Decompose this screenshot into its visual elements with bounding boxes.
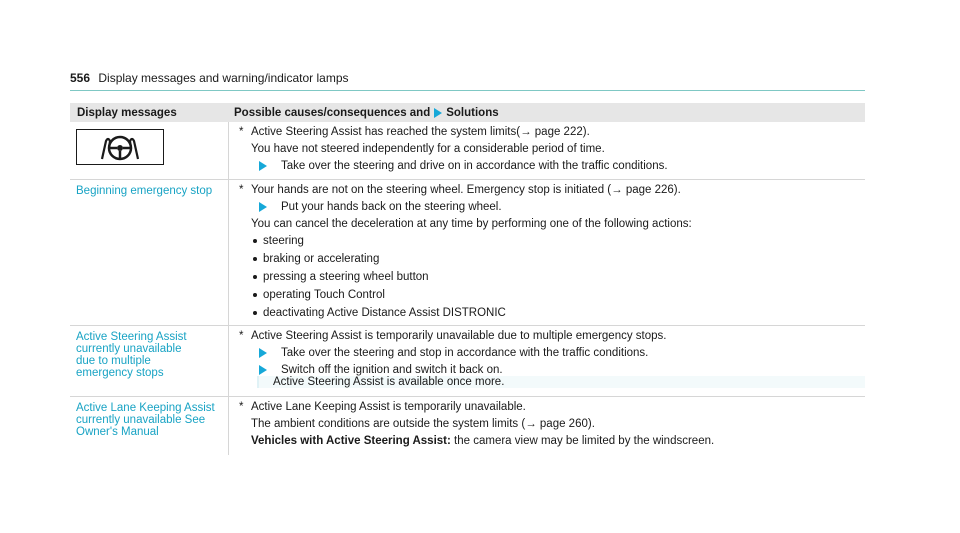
action-text: Take over the steering and drive on in accordance with the traffic conditions. [281,160,668,172]
footnote-star: * [239,126,244,138]
result-text: Active Steering Assist is available once more. [257,376,865,388]
causes-cell [228,397,865,455]
footnote-star: * [239,184,244,196]
cause-text: Active Steering Assist has reached the system limits(→ page 222). [251,126,590,138]
causes-cell [228,122,865,179]
table-header [70,103,865,122]
header-display-messages: Display messages [77,106,177,119]
cause-line [239,330,865,342]
table-row [70,397,865,455]
play-arrow-icon [259,348,267,358]
action-step [239,201,865,213]
play-arrow-icon [434,108,442,118]
action-step [239,347,865,359]
cause-line [239,401,865,413]
list-item: braking or accelerating [239,253,865,265]
cause-line [239,435,865,447]
header-causes [228,107,865,119]
action-step [239,160,865,172]
table-row [70,122,865,180]
list-item: operating Touch Control [239,289,865,301]
message-cell [70,122,228,179]
header-rule [70,90,865,91]
message-cell: Active Steering Assist currently unavailable due to multiple emergency stops [76,331,187,379]
causes-cell [228,180,865,325]
list-item: steering [239,235,865,247]
cause-text: Active Steering Assist is temporarily unavailable due to multiple emergency stops. [251,330,667,342]
table-row [70,180,865,326]
footnote-star: * [239,401,244,413]
message-cell: Beginning emergency stop [76,185,213,197]
footnote-star: * [239,330,244,342]
list-item: pressing a steering wheel button [239,271,865,283]
message-cell: Active Lane Keeping Assist currently unavailable See Owner's Manual [76,402,215,438]
table-row [70,326,865,397]
header-causes-label: Possible causes/consequences and [234,106,431,119]
cause-line [239,218,865,230]
cause-text: You have not steered independently for a considerable period of time. [251,143,605,155]
page-header [70,71,349,85]
causes-cell [228,326,865,396]
cause-line [239,184,865,196]
messages-table [70,103,865,455]
note-text: the camera view may be limited by the windscreen. [454,435,715,447]
action-step [239,364,865,376]
action-text: Put your hands back on the steering wheel. [281,201,502,213]
header-solutions-label: Solutions [446,106,499,119]
steering-wheel-svg [98,133,142,161]
play-arrow-icon [259,202,267,212]
cause-text: You can cancel the deceleration at any time by performing one of the following actions: [251,218,692,230]
cause-line [239,143,865,155]
page-title: Display messages and warning/indicator lamps [98,71,349,85]
list-item: deactivating Active Distance Assist DISTRONIC [239,307,865,319]
play-arrow-icon [259,365,267,375]
page-number: 556 [70,71,91,85]
steering-wheel-hands-icon [76,129,164,165]
cause-text: The ambient conditions are outside the system limits (→ page 260). [251,418,595,430]
cause-line [239,418,865,430]
note-label: Vehicles with Active Steering Assist: [251,435,451,447]
play-arrow-icon [259,161,267,171]
cause-line [239,126,865,138]
cause-text: Active Lane Keeping Assist is temporarily unavailable. [251,401,526,413]
cause-text: Your hands are not on the steering wheel. Emergency stop is initiated (→ page 226). [251,184,681,196]
action-text: Switch off the ignition and switch it back on. [281,364,503,376]
action-text: Take over the steering and stop in accordance with the traffic conditions. [281,347,649,359]
